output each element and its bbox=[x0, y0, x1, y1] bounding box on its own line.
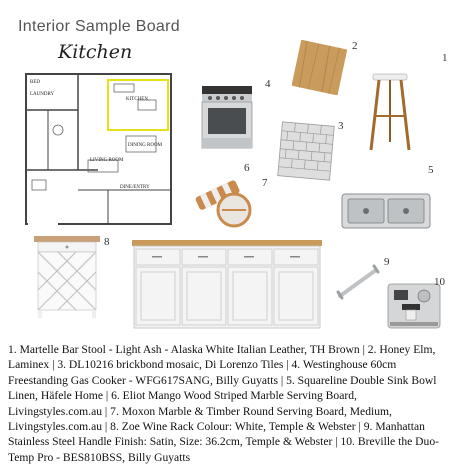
marker-7: 7 bbox=[262, 177, 268, 189]
serving-boards-image bbox=[194, 176, 260, 228]
gas-cooker-image bbox=[196, 82, 258, 154]
honey-elm-swatch bbox=[292, 40, 347, 95]
bar-stool-image bbox=[365, 72, 415, 152]
marker-5: 5 bbox=[428, 164, 434, 176]
double-sink-image bbox=[340, 190, 432, 232]
brickbond-tile-swatch bbox=[276, 120, 336, 182]
marker-4: 4 bbox=[265, 78, 271, 90]
room-label-dining: DINING ROOM bbox=[128, 143, 163, 148]
room-label-living: LIVING ROOM bbox=[90, 158, 124, 163]
marker-1: 1 bbox=[442, 52, 448, 64]
marker-9: 9 bbox=[384, 256, 390, 268]
board-title: Interior Sample Board bbox=[18, 18, 180, 35]
marker-3: 3 bbox=[338, 120, 344, 132]
room-label-bed: BED bbox=[30, 80, 40, 85]
marker-6: 6 bbox=[244, 162, 250, 174]
marker-2: 2 bbox=[352, 40, 358, 52]
room-label-laundry: LAUNDRY bbox=[30, 92, 55, 97]
wine-rack-image bbox=[32, 232, 102, 320]
product-legend: 1. Martelle Bar Stool - Light Ash - Alaska White Italian Leather, TH Brown | 2. Honey Elm, Laminex | 3. DL10216 brickbond mosaic, Di Lorenzo Tiles | 4. Westinghouse 60cm Freestanding Gas Cooker - WFG617SANG, Billy Guyatts | 5. Squareline Double Sink Bowl Linen, Häfele Home | 6. Eliot Mango Wood Striped Marble Serving Board, Livingstyles.com.au | 7. Moxon Marble & Timber Round Serving Board, Medium, Livingstyles.com.au | 8. Zoe Wine Rack Colour: White, Temple & Webster | 9. Manhattan Stainless Steel Handle Finish: Satin, Size: 36.2cm, Temple & Webster | 10. Breville the Duo-Temp Pro - BES810BSS, Billy Guyatts bbox=[8, 343, 439, 464]
room-label-dine-entry: DINE/ENTRY bbox=[120, 185, 150, 190]
room-label-kitchen: KITCHEN bbox=[126, 97, 148, 102]
marker-8: 8 bbox=[104, 236, 110, 248]
kitchen-cabinets-image bbox=[132, 238, 322, 330]
marker-10: 10 bbox=[434, 276, 445, 288]
board-subtitle: Kitchen bbox=[58, 41, 133, 63]
steel-handle-image bbox=[334, 262, 384, 304]
